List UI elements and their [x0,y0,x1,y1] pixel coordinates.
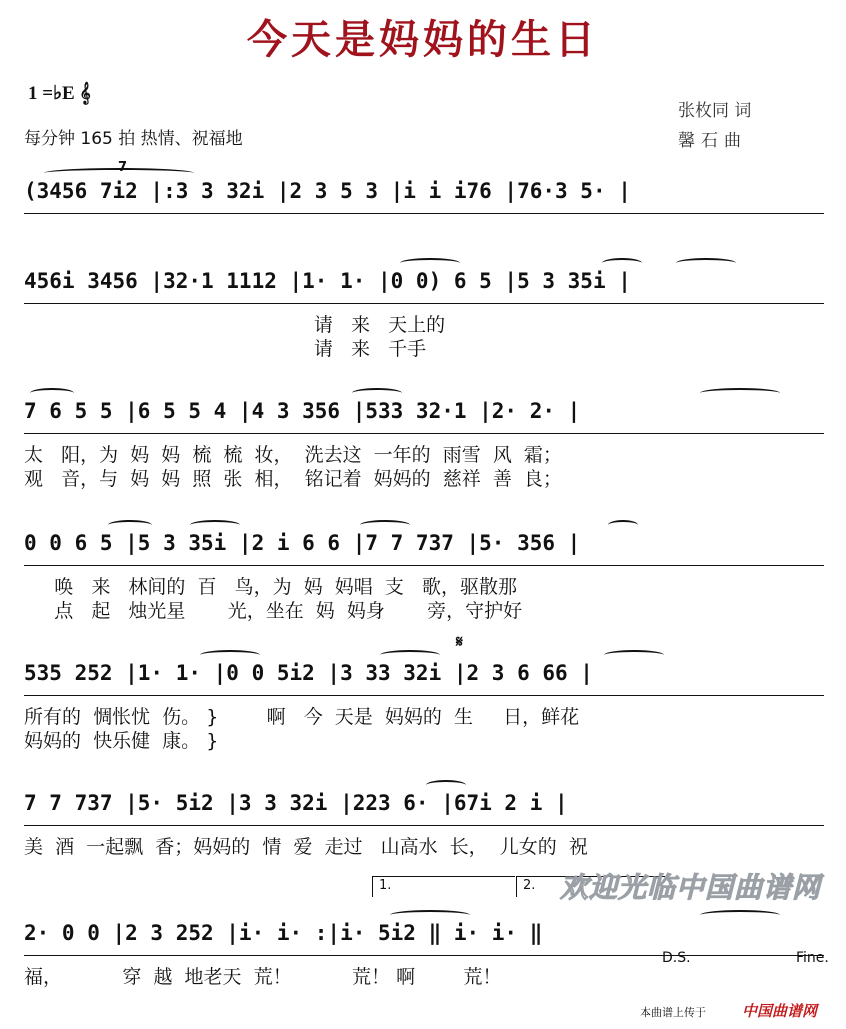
slur [676,258,736,268]
slur [604,650,664,660]
site-logo[interactable]: 中国曲谱网 [742,1002,818,1020]
lyric-verse-1: 唤 来 林间的 百 鸟，为 妈 妈唱 支 歌，驱散那 [24,576,517,598]
slur [200,650,260,660]
lyric-verse-2: 观 音，与 妈 妈 照 张 相， 铭记着 妈妈的 慈祥 善 良； [24,468,562,490]
lyric-verse-2: 妈妈的 快乐健 康。 } [24,730,219,752]
footer-upload-note: 本曲谱上传于 [640,1006,706,1019]
dal-segno-marking: D.S. [662,950,691,966]
slur [700,388,780,398]
fine-marking: Fine. [796,950,829,966]
score-system-4 [0,528,846,638]
slur [44,168,194,178]
notation-line: 7 6 5 5 |6 5 5 4 |4 3 356 |533 32·1 |2· 2· | [24,399,581,423]
tempo-marking: 每分钟 165 拍 热情、祝福地 [24,129,243,149]
beam-line [24,427,824,434]
lyric-verse-1: 所有的 惆怅忧 伤。 } 啊 今 天是 妈妈的 生 日，鲜花 [24,706,580,728]
notation-line: 7 7 737 |5· 5i2 |3 3 32i |223 6· |67i 2 i | [24,791,568,815]
second-ending-bracket: 2. [516,876,665,897]
beam-line [24,819,824,826]
lyric-verse-1: 福， 穿 越 地老天 荒！ 荒！ 啊 荒！ [24,966,502,988]
beam-line [24,949,824,956]
slur [108,520,152,530]
notation-line: 535 252 |1· 1· |0 0 5i2 |3 33 32i |2 3 6 66 | [24,661,593,685]
notation-line: (3456 7i2 |:3 3 32i |2 3 5 3 |i i i76 |76·3 5· | [24,179,631,203]
first-ending-bracket: 1. [372,876,515,897]
slur [30,388,74,398]
key-signature: 1 =♭E 𝄞 [28,83,91,104]
song-title: 今天是妈妈的生日 [247,17,599,63]
slur [608,520,638,530]
lyric-verse-1: 请 来 天上的 [24,314,446,336]
notation-line: 2· 0 0 |2 3 252 |i· i· :|i· 5i2 ‖ i· i· ‖ [24,921,543,945]
site-watermark: 欢迎光临中国曲谱网 [560,871,822,904]
slur [360,520,410,530]
lyric-verse-1: 美 酒 一起飘 香；妈妈的 情 爱 走过 山高水 长， 儿女的 祝 [24,836,588,858]
slur [400,258,460,268]
segno-mark: 𝄋 [456,632,463,651]
score-system-3 [0,396,846,506]
lyric-verse-2: 请 来 千手 [24,338,427,360]
notation-line: 0 0 6 5 |5 3 35i |2 i 6 6 |7 7 737 |5· 356 | [24,531,581,555]
beam-line [24,689,824,696]
slur [190,520,240,530]
slur [426,780,466,790]
slur [390,910,470,920]
beam-line [24,559,824,566]
composer-credit: 馨石曲 [678,131,747,151]
score-system-2 [0,266,846,376]
slur [602,258,642,268]
lyric-verse-1: 太 阳，为 妈 妈 梳 梳 妆， 洗去这 一年的 雨雪 风 霜； [24,444,562,466]
lyricist-credit: 张枚同 词 [678,101,752,121]
slur [700,910,780,920]
slur [380,650,440,660]
beam-line [24,207,824,214]
slur [352,388,402,398]
beam-line [24,297,824,304]
lyric-verse-2: 点 起 烛光星 光，坐在 妈 妈身 旁，守护好 [24,600,523,622]
score-system-5 [0,658,846,768]
tuplet-number: 7 [118,160,128,175]
notation-line: 456i 3456 |32·1 1112 |1· 1· |0 0) 6 5 |5 3 35i | [24,269,631,293]
score-system-7 [0,918,846,1028]
